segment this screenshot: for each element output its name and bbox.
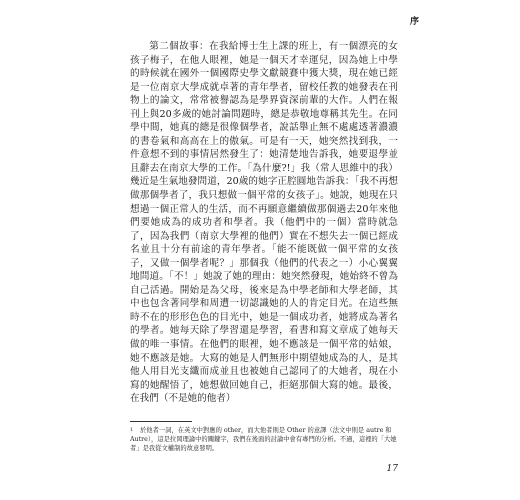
footnote-text: 於他者一詞，在英文中對應的 other，而大他者則是 Other 的意譯（法文中則是 autre 和 Autre），這是拉岡理論中的關鍵字，我們在後面的討論中會有專門的分析。不過，這裡的「大她者」是我從文權制的故意發明。: [130, 427, 397, 452]
footnote-marker: 1: [130, 427, 134, 433]
footnote: [130, 426, 398, 453]
page-number: 17: [386, 464, 398, 474]
footnote-rule: [130, 421, 192, 422]
body-paragraph: 第二個故事：在我給博士生上課的班上，有一個漂亮的女孩子梅子，在他人眼裡，她是一個天才幸運兒，因為她上中學的時候就在國外一個國際史學文獻競賽中獲大獎，現在她已經是一位南京大學成就卓著的青年學者，留校任教的她發表在刊物上的論文，常常被譽認為是學界資深前輩的大作。人們在報刊上與20多歲的她討論問題時，總是恭敬地尊稱其先生。在同學中間，她真的總是很像個學者，說話舉止無不處處透著濃濃的書卷氣和高高在上的傲氣。可是有一天，她突然找到我，一件意想不到的事情居然發生了：她清楚地告訴我，她要退學並且辭去在南京大學的工作。「為什麼?!」我（常人思維中的我）幾近是生氣地發問道，20歲的她字正腔圓地告訴我：「我不再想做那個學者了，我只想做一個平常的女孩子」。她說，她現在只想過一個正常人的生活，而不再願意繼續做那個過去20年來他們要她成為的成功者和學者。我（他們中的一個）當時就急了，因為我們（南京大學裡的他們）實在不想失去一個已經成名並且十分有前途的青年學者。「能不能既做一個平常的女孩子，又做一個學者呢？」那個我（他們的代表之一）小心翼翼地問道。「不！」她說了她的理由：她突然發現，她始終不曾為自己活過。開始是為父母，後來是為中學老師和大學老師，其中也包含著同學和周遭一切認識她的人的肯定目光。在這些無時不在的形形色色的目光中，她是一個成功者，她將成為著名的學者。她每天除了學習還是學習，看書和寫文章成了她每天做的唯一事情。在他們的眼裡，她不應該是一個平常的姑娘，她不應該是她。大寫的她是人們無形中期望她成為的人，是其他人用目光支纖而成並且也被她自己認同了的大她者，現在小寫的她醒悟了，她想做回她自己，拒絕那個大寫的她。最後，在我們（不是她的他者）: [130, 41, 398, 405]
running-head: 序: [409, 17, 420, 27]
